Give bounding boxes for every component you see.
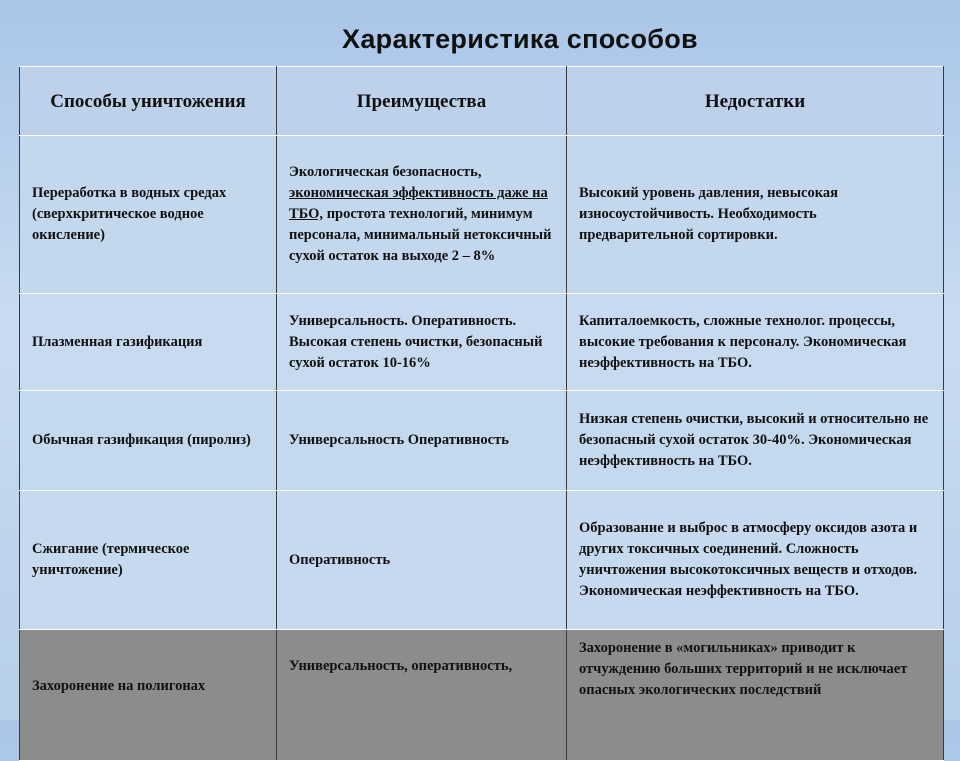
method-cell: Сжигание (термическое уничтожение) bbox=[20, 491, 277, 630]
table-row bbox=[20, 136, 944, 294]
header-advantages: Преимущества bbox=[277, 67, 567, 136]
advantages-text: простота технологий, минимум персонала, минимальный нетоксичный сухой остаток на выходе 2 – 8% bbox=[289, 206, 552, 264]
disadvantages-cell: Высокий уровень давления, невысокая износоустойчивость. Необходимость предварительной сортировки. bbox=[567, 136, 944, 294]
method-cell: Плазменная газификация bbox=[20, 294, 277, 391]
table-header-row bbox=[20, 67, 944, 136]
method-cell: Обычная газификация (пиролиз) bbox=[20, 391, 277, 491]
disadvantages-cell: Захоронение в «могильниках» приводит к отчуждению больших территорий и не исключает опасных экологических последствий bbox=[567, 630, 944, 761]
disadvantages-cell: Образование и выброс в атмосферу оксидов азота и других токсичных соединений. Сложность уничтожения высокотоксичных веществ и отходов. Экономическая неэффективность на ТБО. bbox=[567, 491, 944, 630]
advantages-cell bbox=[277, 136, 567, 294]
disadvantages-cell: Низкая степень очистки, высокий и относительно не безопасный сухой остаток 30-40%. Экономическая неэффективность на ТБО. bbox=[567, 391, 944, 491]
advantages-text: Экологическая безопасность, bbox=[289, 164, 482, 180]
advantages-cell: Универсальность. Оперативность. Высокая степень очистки, безопасный сухой остаток 10-16% bbox=[277, 294, 567, 391]
page-title: Характеристика способов bbox=[342, 24, 698, 54]
methods-table bbox=[19, 66, 944, 761]
advantages-cell: Универсальность, оперативность, bbox=[277, 630, 567, 761]
header-methods: Способы уничтожения bbox=[20, 67, 277, 136]
advantages-underlined-text: экономическая эффективность даже на ТБО, bbox=[289, 185, 548, 222]
table-row bbox=[20, 630, 944, 761]
advantages-cell: Универсальность Оперативность bbox=[277, 391, 567, 491]
method-cell: Переработка в водных средах (сверхкритическое водное окисление) bbox=[20, 136, 277, 294]
header-disadvantages: Недостатки bbox=[567, 67, 944, 136]
table-row bbox=[20, 491, 944, 630]
table-row bbox=[20, 391, 944, 491]
table-row bbox=[20, 294, 944, 391]
method-cell: Захоронение на полигонах bbox=[20, 630, 277, 761]
advantages-cell: Оперативность bbox=[277, 491, 567, 630]
disadvantages-cell: Капиталоемкость, сложные технолог. процессы, высокие требования к персоналу. Экономическая неэффективность на ТБО. bbox=[567, 294, 944, 391]
